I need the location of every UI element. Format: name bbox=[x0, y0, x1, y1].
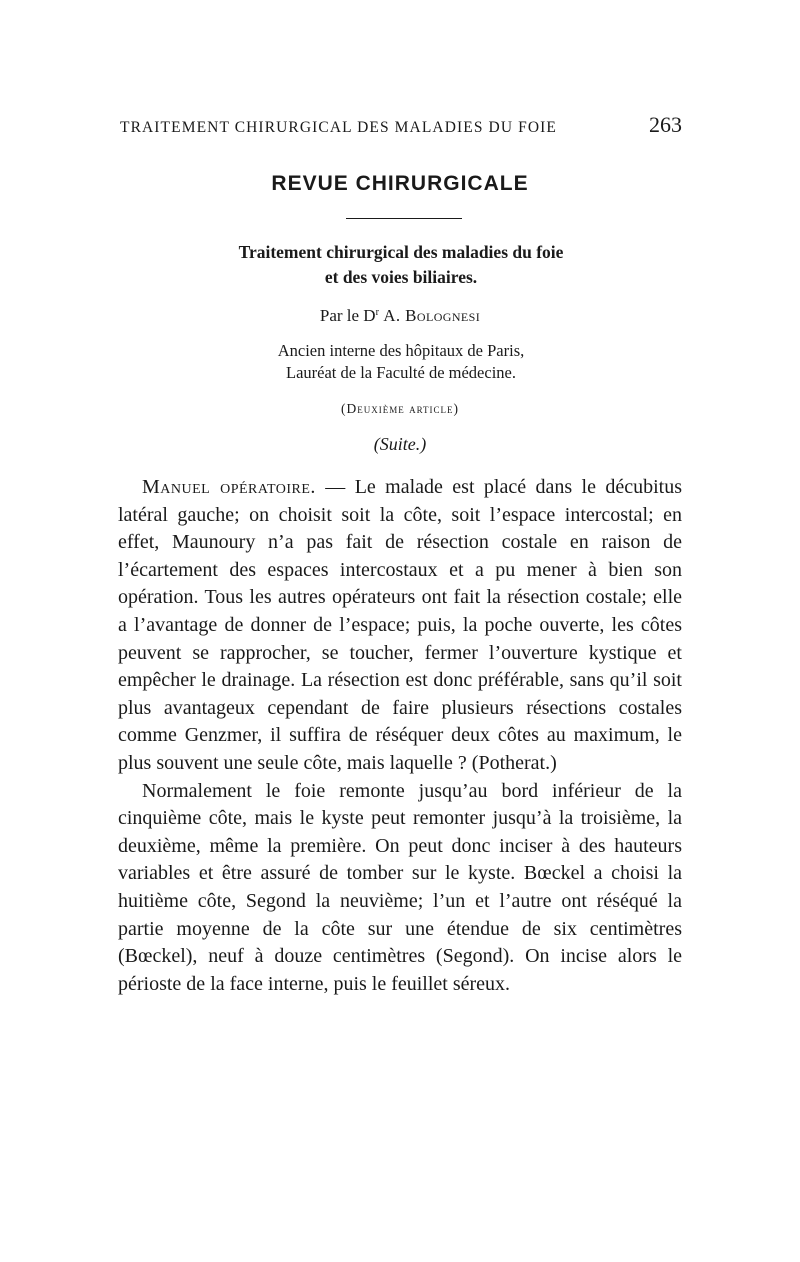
title-divider bbox=[346, 218, 462, 219]
article-title-line-1: Traitement chirurgical des maladies du foie bbox=[238, 242, 564, 262]
page-number: 263 bbox=[649, 112, 682, 137]
byline-prefix: Par le D bbox=[319, 306, 376, 325]
paragraph-lead-in: Manuel opératoire. bbox=[142, 476, 316, 498]
paragraph-2: Normalement le foie remonte jusqu’au bord inférieur de la cinquième côte, mais le kyste peut remonter jusqu’à la troisième, la deuxième, même la première. On peut donc inciser à des hauteurs variables et être assuré de tomber sur le kyste. Bœckel a choisi la huitième côte, Segond la neuvième; l’un et l’autre ont réséqué la partie moyenne de la côte sur une étendue de six centimètres (Bœckel), neuf à douze centimètres (Segond). On incise alors le périoste de la face interne, puis le feuillet séreux. bbox=[118, 779, 682, 995]
running-header bbox=[120, 112, 682, 138]
continuation-note: (Suite.) bbox=[373, 434, 427, 454]
credentials-line-2: Lauréat de la Faculté de médecine. bbox=[286, 363, 516, 382]
credentials-line-1: Ancien interne des hôpitaux de Paris, bbox=[277, 341, 525, 360]
article-title-line-2: et des voies biliaires. bbox=[324, 267, 478, 287]
byline bbox=[0, 306, 800, 326]
paragraph-1 bbox=[118, 474, 682, 778]
byline-superscript: r bbox=[375, 307, 379, 318]
section-title: REVUE CHIRURGICALE bbox=[271, 172, 529, 195]
paragraph-1-text: — Le malade est placé dans le décubitus latéral gauche; on choisit soit la côte, soit l’espace intercostal; en effet, Maunoury n’a pas fait de résection costale en raison de l’écartement des espaces intercostaux et a pu mener à bien son opération. Tous les autres opérateurs ont fait la résection costale; elle a l’avantage de donner de l’espace; puis, la poche ouverte, les côtes peuvent se rapprocher, se toucher, fermer l’ouverture kystique et empêcher le drainage. La résection est donc préférable, sans qu’il soit plus avantageux cependant de faire plusieurs résections costales comme Genzmer, il suffira de réséquer deux côtes au maximum, le plus souvent une seule côte, mais laquelle ? (Potherat.) bbox=[118, 476, 682, 774]
running-title: TRAITEMENT CHIRURGICAL DES MALADIES DU FOIE bbox=[120, 119, 557, 136]
article-title bbox=[120, 240, 682, 290]
body-text bbox=[118, 474, 682, 998]
author-credentials bbox=[120, 340, 682, 384]
article-number: (Deuxième article) bbox=[340, 401, 460, 416]
author-name: A. Bolognesi bbox=[383, 306, 481, 325]
